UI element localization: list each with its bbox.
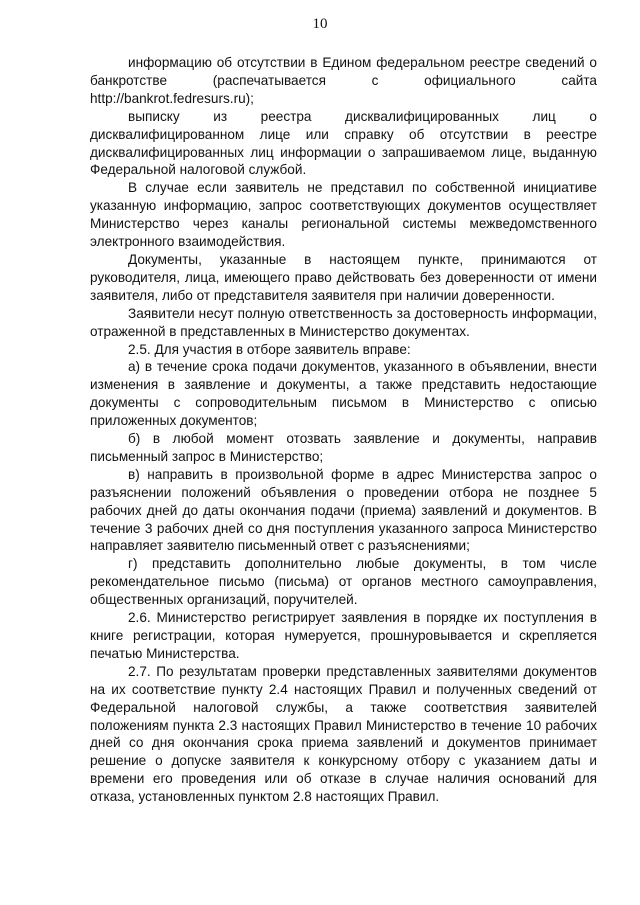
document-body [90,54,597,806]
paragraph-section-2-6: 2.6. Министерство регистрирует заявления в порядке их поступления в книге регистрации, которая нумеруется, прошнуровывается и скрепляется печатью Министерства. [90,610,597,661]
paragraph-item-a: а) в течение срока подачи документов, указанного в объявлении, внести изменения в заявление и документы, а также представить недостающие документы с сопроводительным письмом в Министерство с описью приложенных документов; [90,359,597,429]
paragraph-section-2-5: 2.5. Для участия в отборе заявитель вправе: [128,341,411,357]
paragraph-item-g: г) представить дополнительно любые документы, в том числе рекомендательное письмо (письма) от органов местного самоуправления, общественных организаций, поручителей. [90,556,597,608]
paragraph-interagency-request: В случае если заявитель не представил по собственной инициативе указанную информацию, запрос соответствующих документов осуществляет Министерство через каналы региональной системы межведомственного электронного взаимодействия. [90,180,597,250]
paragraph-item-v: в) направить в произвольной форме в адрес Министерства запрос о разъяснении положений объявления о проведении отбора не позднее 5 рабочих дней до даты окончания подачи (приема) заявлений и документов. В течение 3 рабочих дней со дня поступления указанного запроса Министерство направляет заявителю письменный ответ с разъяснениями; [90,466,597,554]
page-number: 10 [312,16,328,32]
paragraph-documents-acceptance: Документы, указанные в настоящем пункте, принимаются от руководителя, лица, имеющего право действовать без доверенности от имени заявителя, либо от представителя заявителя при наличии доверенности. [90,251,597,303]
paragraph-applicant-responsibility: Заявители несут полную ответственность за достоверность информации, отраженной в представленных в Министерство документах. [90,305,597,339]
paragraph-item-b: б) в любой момент отозвать заявление и документы, направив письменный запрос в Министерство; [90,431,597,464]
paragraph-disqualified-registry: выписку из реестра дисквалифицированных лиц о дисквалифицированном лице или справку об отсутствии в реестре дисквалифицированных лиц информации о запрашиваемом лице, выданную Федеральной налоговой службой. [90,108,597,178]
paragraph-section-2-7: 2.7. По результатам проверки представленных заявителями документов на их соответствие пункту 2.4 настоящих Правил и полученных сведений от Федеральной налоговой службы, а также соответствия заявителей положениям пункта 2.3 настоящих Правил Министерство в течение 10 рабочих дней со дня окончания срока приема заявлений и документов принимает решение о допуске заявителя к конкурсному отбору с указанием даты и времени его проведения или об отказе в случае наличия оснований для отказа, установленных пунктом 2.8 настоящих Правил. [90,663,597,805]
paragraph-bankruptcy-info: информацию об отсутствии в Едином федеральном реестре сведений о банкротстве (распечатывается с официального сайта http://bankrot.fedresurs.ru); [90,55,597,106]
